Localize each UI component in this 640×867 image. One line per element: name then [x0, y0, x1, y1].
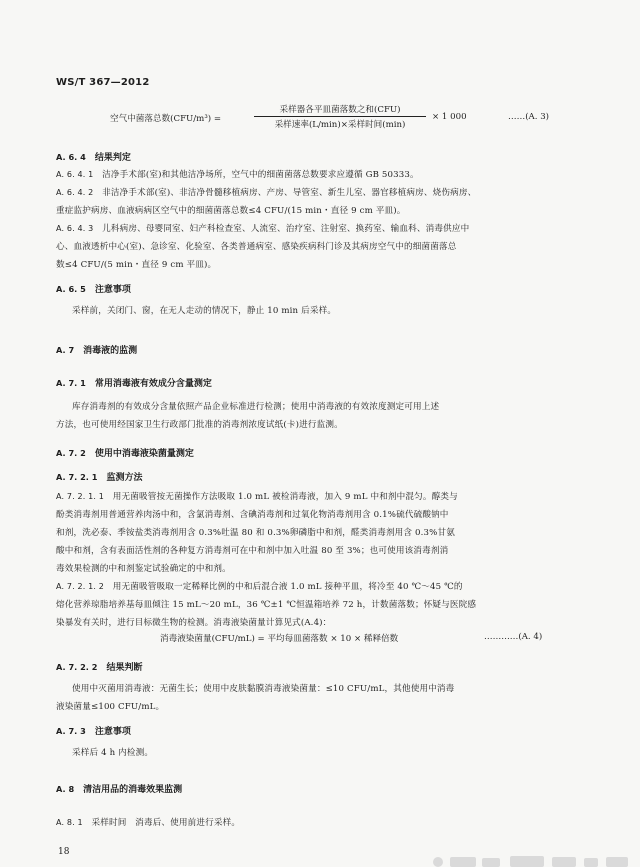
section-title: 注意事项	[94, 727, 131, 737]
clause-line: 染暴发有关时，进行目标微生物的检测。消毒液染菌量计算见式(A.4)：	[56, 618, 332, 628]
clause-a643	[56, 220, 469, 274]
section-heading	[56, 782, 182, 795]
section-title: 常用消毒液有效成分含量测定	[94, 379, 212, 389]
watermark-icon	[430, 848, 640, 867]
formula-fraction	[254, 103, 426, 130]
clause-a7212-cont	[56, 614, 331, 632]
formula-text: 消毒液染菌量(CFU/mL) = 平均每皿菌落数 × 10 × 稀释倍数	[160, 634, 399, 644]
clause-number: A. 6. 4. 1	[56, 170, 94, 179]
formula-a4	[160, 632, 586, 644]
paragraph-line: 使用中灭菌用消毒液：无菌生长；使用中皮肤黏膜消毒液染菌量：≤10 CFU/mL，其他使用中消毒	[72, 684, 455, 694]
clause-line: 用无菌吸管按无菌操作方法吸取 1.0 mL 被检消毒液，加入 9 mL 中和剂中混匀。醇类与	[112, 492, 458, 502]
clause-line: 用无菌吸管吸取一定稀释比例的中和后混合液 1.0 mL 接种平皿，将冷至 40 ℃～45 ℃的	[112, 582, 463, 592]
clause-a642	[56, 184, 476, 220]
watermark-graphic	[430, 848, 640, 867]
paragraph-a722	[56, 680, 454, 716]
clause-line: 熔化营养琼脂培养基每皿倾注 15 mL～20 mL，36 ℃±1 ℃恒温箱培养 72 h，计数菌落数；怀疑与医院感	[56, 600, 477, 610]
paragraph-a71	[56, 398, 439, 434]
clause-a641	[56, 166, 419, 184]
formula-multiplier: × 1 000	[432, 112, 467, 122]
clause-a7212-cont	[56, 596, 476, 614]
section-heading	[56, 724, 131, 737]
clause-line: 和剂，洗必泰、季铵盐类消毒剂用含 0.3%吐温 80 和 0.3%卵磷脂中和剂，醛类消毒剂用含 0.3%甘氨	[56, 528, 455, 538]
section-title: 监测方法	[106, 473, 143, 483]
clause-line: 毒效果检测的中和剂鉴定试验确定的中和剂。	[56, 564, 231, 574]
clause-a7211	[56, 488, 458, 578]
clause-line: 非洁净手术部(室)、非洁净骨髓移植病房、产房、导管室、新生儿室、器官移植病房、烧伤病房、	[102, 188, 477, 198]
clause-number: A. 6. 4. 2	[56, 188, 94, 197]
section-heading	[56, 660, 142, 673]
clause-a7212	[56, 578, 463, 596]
section-number: A. 6. 4	[56, 152, 86, 162]
section-heading	[56, 282, 131, 295]
page-number: 18	[58, 847, 70, 857]
section-number: A. 7. 2. 2	[56, 662, 98, 672]
section-number: A. 7. 3	[56, 726, 86, 736]
paragraph-line: 库存消毒剂的有效成分含量依照产品企业标准进行检测；使用中消毒液的有效浓度测定可用上述	[72, 402, 440, 412]
section-title: 结果判断	[106, 663, 143, 673]
paragraph-line: 方法，也可使用经国家卫生行政部门批准的消毒剂浓度试纸(卡)进行监测。	[56, 420, 343, 430]
clause-text: 采样时间 消毒后、使用前进行采样。	[91, 818, 241, 828]
section-title: 消毒液的监测	[83, 346, 138, 356]
clause-a81	[56, 814, 240, 832]
section-title: 结果判定	[94, 153, 131, 163]
clause-number: A. 7. 2. 1. 2	[56, 582, 104, 591]
formula-a3	[110, 103, 586, 133]
section-number: A. 6. 5	[56, 284, 86, 294]
section-heading	[56, 470, 142, 483]
paragraph-line: 液染菌量≤100 CFU/mL。	[56, 702, 165, 712]
standard-code: WS/T 367—2012	[56, 77, 150, 88]
clause-line: 数≤4 CFU/(5 min・直径 9 cm 平皿)。	[56, 260, 217, 270]
clause-line: 酚类消毒剂用普通营养肉汤中和，含氯消毒剂、含碘消毒剂和过氧化物消毒剂用含 0.1%硫代硫酸钠中	[56, 510, 449, 520]
clause-number: A. 8. 1	[56, 818, 83, 827]
equation-number: …………(A. 4)	[484, 632, 543, 642]
section-title: 清洁用品的消毒效果监测	[83, 785, 183, 795]
equation-number: ……(A. 3)	[508, 112, 550, 122]
section-number: A. 8	[56, 784, 75, 794]
formula-numerator: 采样器各平皿菌落数之和(CFU)	[254, 103, 426, 117]
section-number: A. 7. 2	[56, 448, 86, 458]
clause-line: 酸中和剂，含有表面活性剂的各种复方消毒剂可在中和剂中加入吐温 80 至 3%；也可使用该消毒剂消	[56, 546, 449, 556]
clause-line: 心、血液透析中心(室)、急诊室、化验室、各类普通病室、感染疾病科门诊及其病房空气中的细菌菌落总	[56, 242, 457, 252]
section-number: A. 7. 1	[56, 378, 86, 388]
section-heading	[56, 343, 137, 356]
section-heading	[56, 376, 212, 389]
formula-lhs: 空气中菌落总数(CFU/m³) =	[110, 114, 222, 124]
clause-line: 重症监护病房、血液病病区空气中的细菌菌落总数≤4 CFU/(15 min・直径 9 cm 平皿)。	[56, 206, 406, 216]
section-number: A. 7	[56, 345, 75, 355]
paragraph-a73: 采样后 4 h 内检测。	[72, 748, 154, 758]
paragraph-a65: 采样前，关闭门、窗，在无人走动的情况下，静止 10 min 后采样。	[72, 306, 337, 316]
clause-number: A. 6. 4. 3	[56, 224, 94, 233]
section-heading	[56, 150, 131, 163]
section-title: 注意事项	[94, 285, 131, 295]
formula-denominator: 采样速率(L/min)×采样时间(min)	[274, 120, 406, 130]
clause-line: 儿科病房、母婴同室、妇产科检查室、人流室、治疗室、注射室、换药室、输血科、消毒供应中	[102, 224, 470, 234]
clause-number: A. 7. 2. 1. 1	[56, 492, 104, 501]
section-number: A. 7. 2. 1	[56, 472, 98, 482]
section-title: 使用中消毒液染菌量测定	[94, 449, 194, 459]
clause-text: 洁净手术部(室)和其他洁净场所，空气中的细菌菌落总数要求应遵循 GB 50333。	[102, 170, 419, 180]
section-heading	[56, 446, 194, 459]
